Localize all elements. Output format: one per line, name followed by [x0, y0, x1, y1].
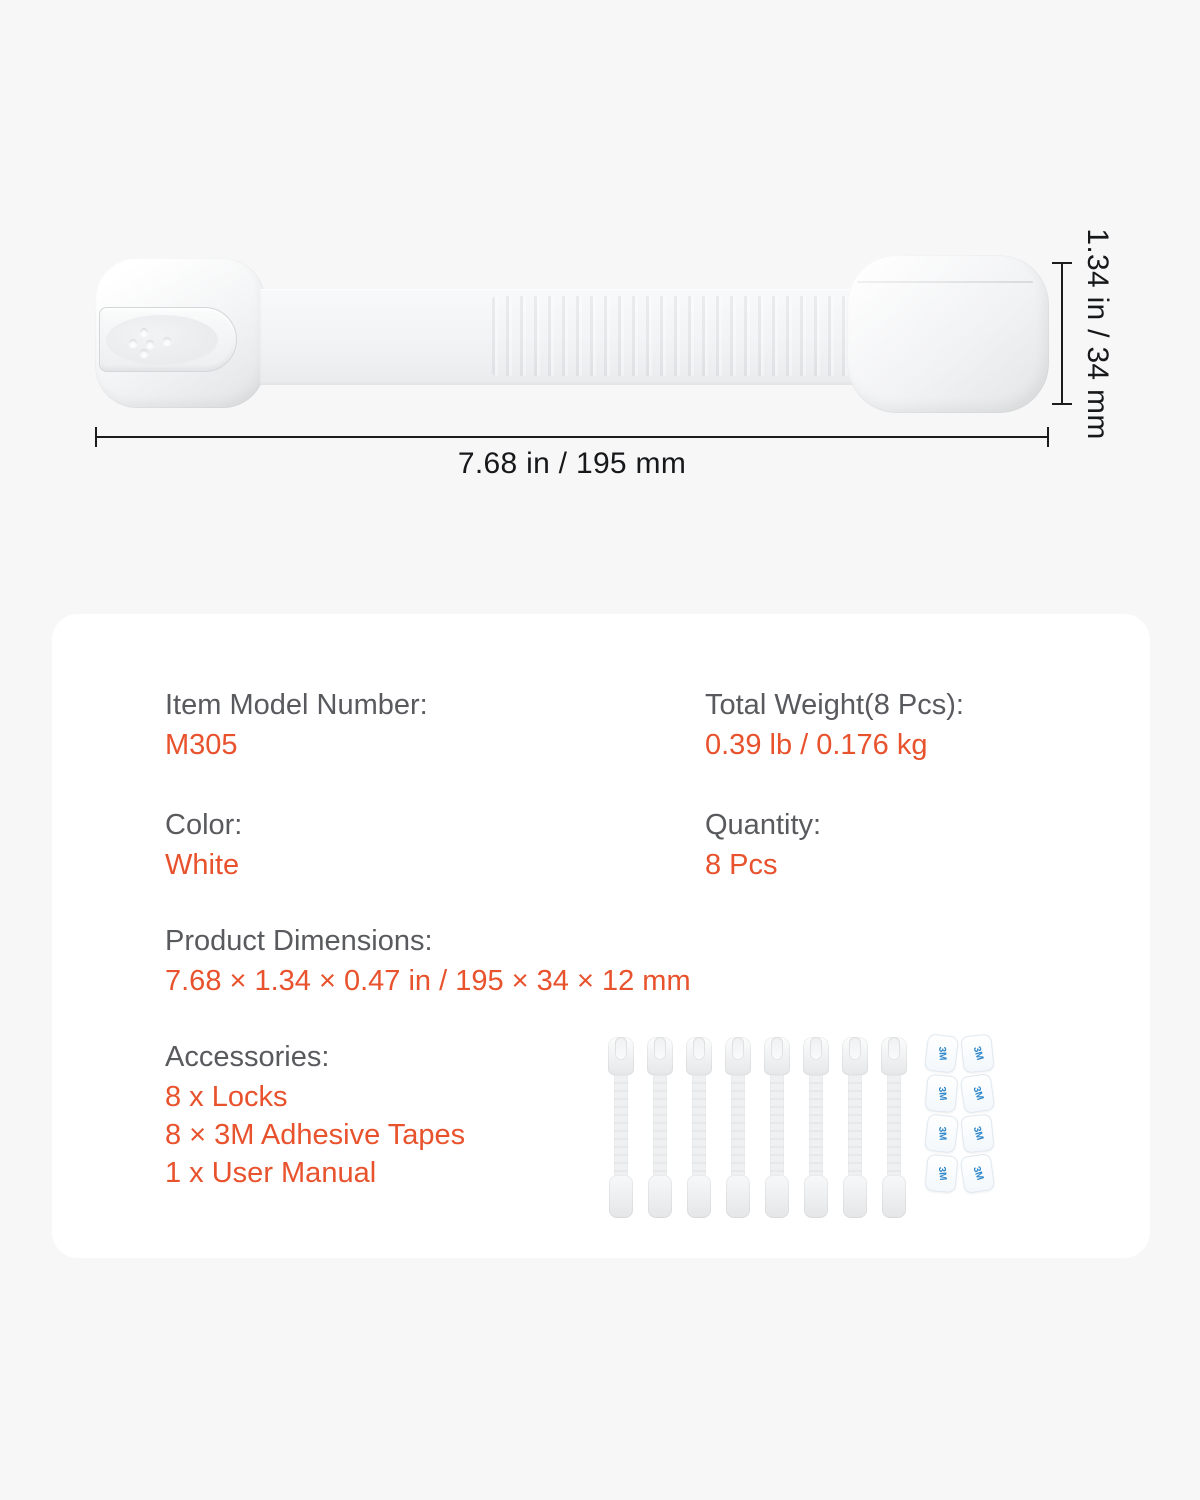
accessories-list-item: 8 × 3M Adhesive Tapes	[165, 1119, 466, 1151]
accessories-list-item: 1 x User Manual	[165, 1157, 377, 1189]
spec-item-model-number	[165, 686, 428, 764]
adhesive-tape-pad	[960, 1153, 996, 1194]
adhesive-tape-pad	[960, 1113, 995, 1153]
accessory-lock-top-buckle	[842, 1037, 868, 1075]
accessory-lock-bottom-buckle	[648, 1175, 672, 1218]
pad-3m-label: 3M	[970, 1045, 985, 1062]
spec-color	[165, 806, 242, 884]
height-dimension-label: 1.34 in / 34 mm	[1081, 228, 1114, 440]
accessory-lock-bottom-buckle	[804, 1175, 828, 1218]
dimension-tick	[1047, 427, 1049, 447]
accessory-lock-strap	[848, 1074, 862, 1176]
accessory-lock	[647, 1032, 673, 1218]
accessory-lock-strap	[887, 1074, 901, 1176]
accessory-lock-strap	[614, 1074, 628, 1176]
dimension-tick	[95, 427, 97, 447]
accessory-lock-button	[615, 1037, 627, 1060]
accessory-lock-bottom-buckle	[687, 1175, 711, 1218]
accessory-lock-strap	[731, 1074, 745, 1176]
accessory-lock-top-buckle	[686, 1037, 712, 1075]
accessory-lock-bottom-buckle	[843, 1175, 867, 1218]
spec-value: White	[165, 849, 240, 881]
grip-dot	[163, 337, 171, 345]
pad-3m-label: 3M	[935, 1086, 948, 1101]
accessory-lock-bottom-buckle	[726, 1175, 750, 1218]
accessory-lock-top-buckle	[881, 1037, 907, 1075]
pad-3m-label: 3M	[970, 1085, 985, 1102]
accessory-lock-button	[693, 1037, 705, 1060]
accessory-lock-top-buckle	[803, 1037, 829, 1075]
accessory-lock-bottom-buckle	[609, 1175, 633, 1218]
spec-label: Quantity:	[705, 809, 822, 841]
grip-dot	[129, 339, 137, 347]
lock-strap	[260, 289, 852, 385]
accessory-lock-strap	[770, 1074, 784, 1176]
accessory-lock-button	[654, 1037, 666, 1060]
accessory-lock-bottom-buckle	[765, 1175, 789, 1218]
spec-label: Color:	[165, 809, 243, 841]
accessory-lock-top-buckle	[764, 1037, 790, 1075]
spec-product-dimensions	[165, 922, 691, 1000]
spec-total-weight	[705, 686, 964, 764]
pad-3m-label: 3M	[935, 1166, 948, 1181]
spec-accessories	[165, 1038, 465, 1192]
accessory-lock-top-buckle	[725, 1037, 751, 1075]
adhesive-tape-pad	[960, 1033, 995, 1073]
accessory-lock	[686, 1032, 712, 1218]
dimension-tick	[1052, 262, 1072, 264]
accessory-lock-strap	[809, 1074, 823, 1176]
accessory-lock	[608, 1032, 634, 1218]
accessory-lock-bottom-buckle	[882, 1175, 906, 1218]
accessory-lock	[881, 1032, 907, 1218]
accessory-lock-button	[732, 1037, 744, 1060]
pad-3m-label: 3M	[970, 1125, 985, 1142]
adhesive-tape-pad	[924, 1074, 958, 1114]
spec-label: Product Dimensions:	[165, 925, 433, 957]
spec-card	[52, 614, 1150, 1258]
adhesive-tape-pad	[924, 1113, 959, 1154]
accessory-lock-button	[771, 1037, 783, 1060]
spec-value: 7.68 × 1.34 × 0.47 in / 195 × 34 × 12 mm	[165, 965, 691, 997]
adhesive-tape-pad	[924, 1033, 959, 1074]
height-dimension-line	[1061, 262, 1063, 405]
accessory-lock-strap	[653, 1074, 667, 1176]
pad-3m-label: 3M	[935, 1126, 948, 1141]
accessory-lock-button	[849, 1037, 861, 1060]
dimension-tick	[1052, 403, 1072, 405]
accessory-locks-row	[608, 1032, 907, 1218]
strap-rib-texture	[492, 296, 850, 376]
accessory-lock	[725, 1032, 751, 1218]
accessories-list	[165, 1078, 465, 1192]
button-recess	[106, 315, 218, 365]
buckle-seam-line	[857, 281, 1033, 283]
grip-dot	[140, 349, 148, 357]
spec-value: M305	[165, 729, 238, 761]
spec-label: Accessories:	[165, 1041, 330, 1073]
accessory-lock	[764, 1032, 790, 1218]
grip-dot	[140, 328, 148, 336]
accessory-lock-strap	[692, 1074, 706, 1176]
accessories-list-item: 8 x Locks	[165, 1081, 288, 1113]
spec-value: 0.39 lb / 0.176 kg	[705, 729, 928, 761]
spec-quantity	[705, 806, 821, 884]
adhesive-tape-pad	[960, 1073, 996, 1114]
spec-value: 8 Pcs	[705, 849, 778, 881]
width-dimension-label: 7.68 in / 195 mm	[457, 447, 687, 480]
width-dimension-line	[95, 436, 1049, 438]
pad-3m-label: 3M	[935, 1046, 948, 1061]
adhesive-tape-pad	[924, 1154, 958, 1194]
spec-label: Item Model Number:	[165, 689, 428, 721]
lock-right-buckle	[847, 255, 1049, 413]
accessory-lock	[842, 1032, 868, 1218]
accessory-lock-button	[888, 1037, 900, 1060]
pad-3m-label: 3M	[970, 1165, 985, 1182]
grip-dot	[146, 340, 154, 348]
spec-label: Total Weight(8 Pcs):	[705, 689, 964, 721]
accessory-lock	[803, 1032, 829, 1218]
lock-release-button	[99, 307, 237, 372]
accessory-lock-top-buckle	[608, 1037, 634, 1075]
accessory-lock-top-buckle	[647, 1037, 673, 1075]
accessory-adhesive-pads-grid	[926, 1035, 998, 1195]
lock-left-buckle	[95, 258, 265, 408]
accessory-lock-button	[810, 1037, 822, 1060]
